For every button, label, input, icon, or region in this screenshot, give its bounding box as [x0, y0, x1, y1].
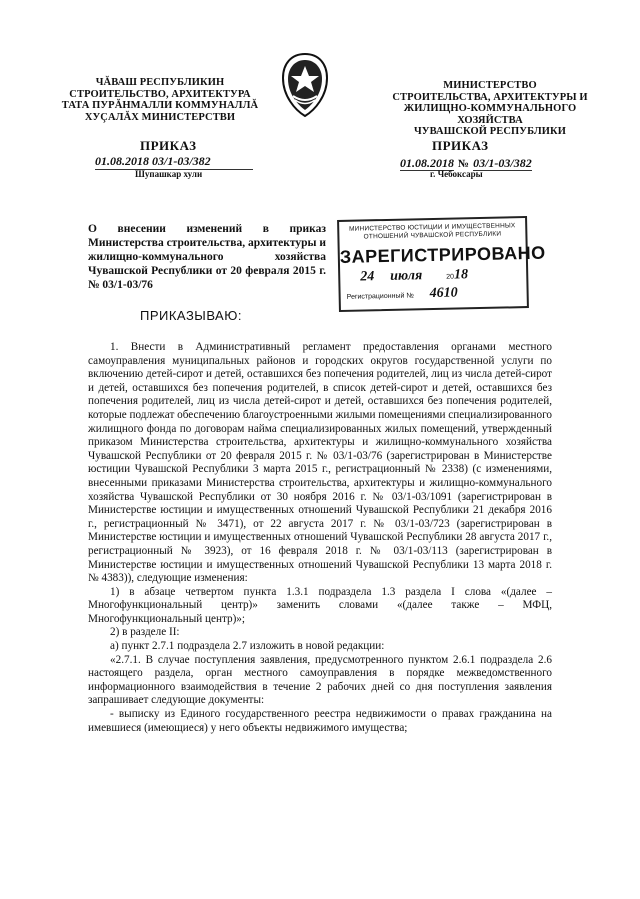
stamp-year-prefix: 20 [446, 273, 455, 281]
chuvash-emblem-icon [273, 52, 337, 118]
right-org-line: ЧУВАШСКОЙ РЕСПУБЛИКИ [413, 126, 567, 137]
left-org-name [60, 77, 260, 123]
stamp-year-handwritten: 18 [453, 267, 469, 283]
stamp-ministry-line: МИНИСТЕРСТВО ЮСТИЦИИ И ИМУЩЕСТВЕННЫХ [348, 222, 516, 233]
left-org-line: ЧĂВАШ РЕСПУБЛИКИН [95, 77, 225, 88]
right-number-label: № [458, 158, 470, 170]
order-subject: О внесении изменений в приказ Министерства строительства, архитектуры и жилищно-коммунального хозяйства Чувашской Республики от 20 февраля 2015 г. № 03/1-03/76 [88, 223, 327, 291]
paragraph: 1. Внести в Административный регламент предоставления органами местного самоуправления муниципальных районов и городских округов государственной услуги по включению детей-сирот и детей, оставшихся без попечения родителей, лиц из числа детей-сирот и детей, оставшихся без попечения родителей, в список детей-сирот и детей, оставшихся без попечения родителей, лиц из числа детей-сирот и детей, оставшихся без попечения родителей, которые подлежат обеспечению благоустроенными жилыми помещениями специализированного жилищного фонда по договорам найма специализированных жилых помещений, утвержденный приказом Министерства строительства, архитектуры и жилищно-коммунального хозяйства Чувашской Республики от 20 февраля 2015 г. № 03/1-03/76 (зарегистрирован в Министерстве юстиции Чувашской Республики 3 марта 2015 г., регистрационный № 2338) (с изменениями, внесенными приказами Министерства строительства, архитектуры и жилищно-коммунального хозяйства Чувашской Республики от 30 ноября 2016 г. № 03/1-03/1091 (зарегистрирован в Министерстве юстиции и имущественных отношений Чувашской Республики 21 декабря 2016 г., регистрационный № 3471), от 22 августа 2017 г. № 03/1-03/723 (зарегистрирован в Министерстве юстиции и имущественных отношений Чувашской Республики 28 августа 2017 г., регистрационный № 3923), от 16 февраля 2018 г. № 03/1-03/113 (зарегистрирован в Министерстве юстиции и имущественных отношений Чувашской Республики 13 марта 2018 г. № 4383)), следующие изменения: [88, 341, 552, 585]
stamp-month-handwritten: июля [390, 268, 423, 284]
right-org-name [385, 80, 595, 138]
stamp-ministry-line: ОТНОШЕНИЙ ЧУВАШСКОЙ РЕСПУБЛИКИ [363, 230, 502, 240]
left-org-line: СТРОИТЕЛЬСТВО, АРХИТЕКТУРА [69, 88, 251, 100]
stamp-registered-title: ЗАРЕГИСТРИРОВАНО [339, 242, 546, 267]
left-prikaz-title: ПРИКАЗ [140, 138, 197, 153]
right-org-line: СТРОИТЕЛЬСТВА, АРХИТЕКТУРЫ И [392, 91, 588, 103]
left-city: Шупашкар хули [135, 169, 203, 179]
left-org-line: ТАТА ПУРĂНМАЛЛИ КОММУНАЛЛĂ [61, 100, 259, 111]
right-city: г. Чебоксары [430, 169, 483, 179]
registration-stamp [337, 216, 546, 312]
order-directive-word: ПРИКАЗЫВАЮ: [140, 308, 242, 323]
paragraph: а) пункт 2.7.1 подраздела 2.7 изложить в новой редакции: [110, 640, 385, 653]
right-prikaz-title: ПРИКАЗ [432, 138, 489, 153]
stamp-day-handwritten: 24 [360, 269, 375, 285]
right-number-handwritten: 03/1-03/382 [473, 156, 532, 170]
right-date-handwritten: 01.08.2018 [400, 156, 454, 170]
left-org-line: ХУÇАЛĂХ МИНИСТЕРСТВИ [84, 111, 236, 123]
stamp-reg-label: Регистрационный № [346, 292, 414, 301]
right-org-line: МИНИСТЕРСТВО [443, 80, 537, 91]
stamp-date-row [340, 266, 526, 286]
left-date-handwritten: 01.08.2018 03/1-03/382 [95, 154, 253, 170]
order-body [88, 341, 552, 735]
paragraph: - выписку из Единого государственного реестра недвижимости о правах гражданина на имевшиеся (имеющиеся) у него объекты недвижимого имущества; [88, 708, 552, 734]
paragraph: «2.7.1. В случае поступления заявления, предусмотренного пунктом 2.6.1 подраздела 2.6 настоящего раздела, орган местного самоуправления в порядке межведомственного информационного взаимодействия в течение 2 рабочих дней со дня поступления заявления запрашивает следующие документы: [88, 653, 552, 707]
stamp-reg-row [340, 284, 526, 304]
right-org-line: ЖИЛИЩНО-КОММУНАЛЬНОГО ХОЗЯЙСТВА [403, 103, 577, 126]
paragraph: 2) в разделе II: [110, 626, 180, 639]
paragraph: 1) в абзаце четвертом пункта 1.3.1 подраздела 1.3 раздела I слова «(далее – Многофункциональный центр)» заменить словами «(далее также – МФЦ, Многофункциональный центр)»; [88, 585, 552, 625]
stamp-reg-number-handwritten: 4610 [429, 285, 458, 302]
